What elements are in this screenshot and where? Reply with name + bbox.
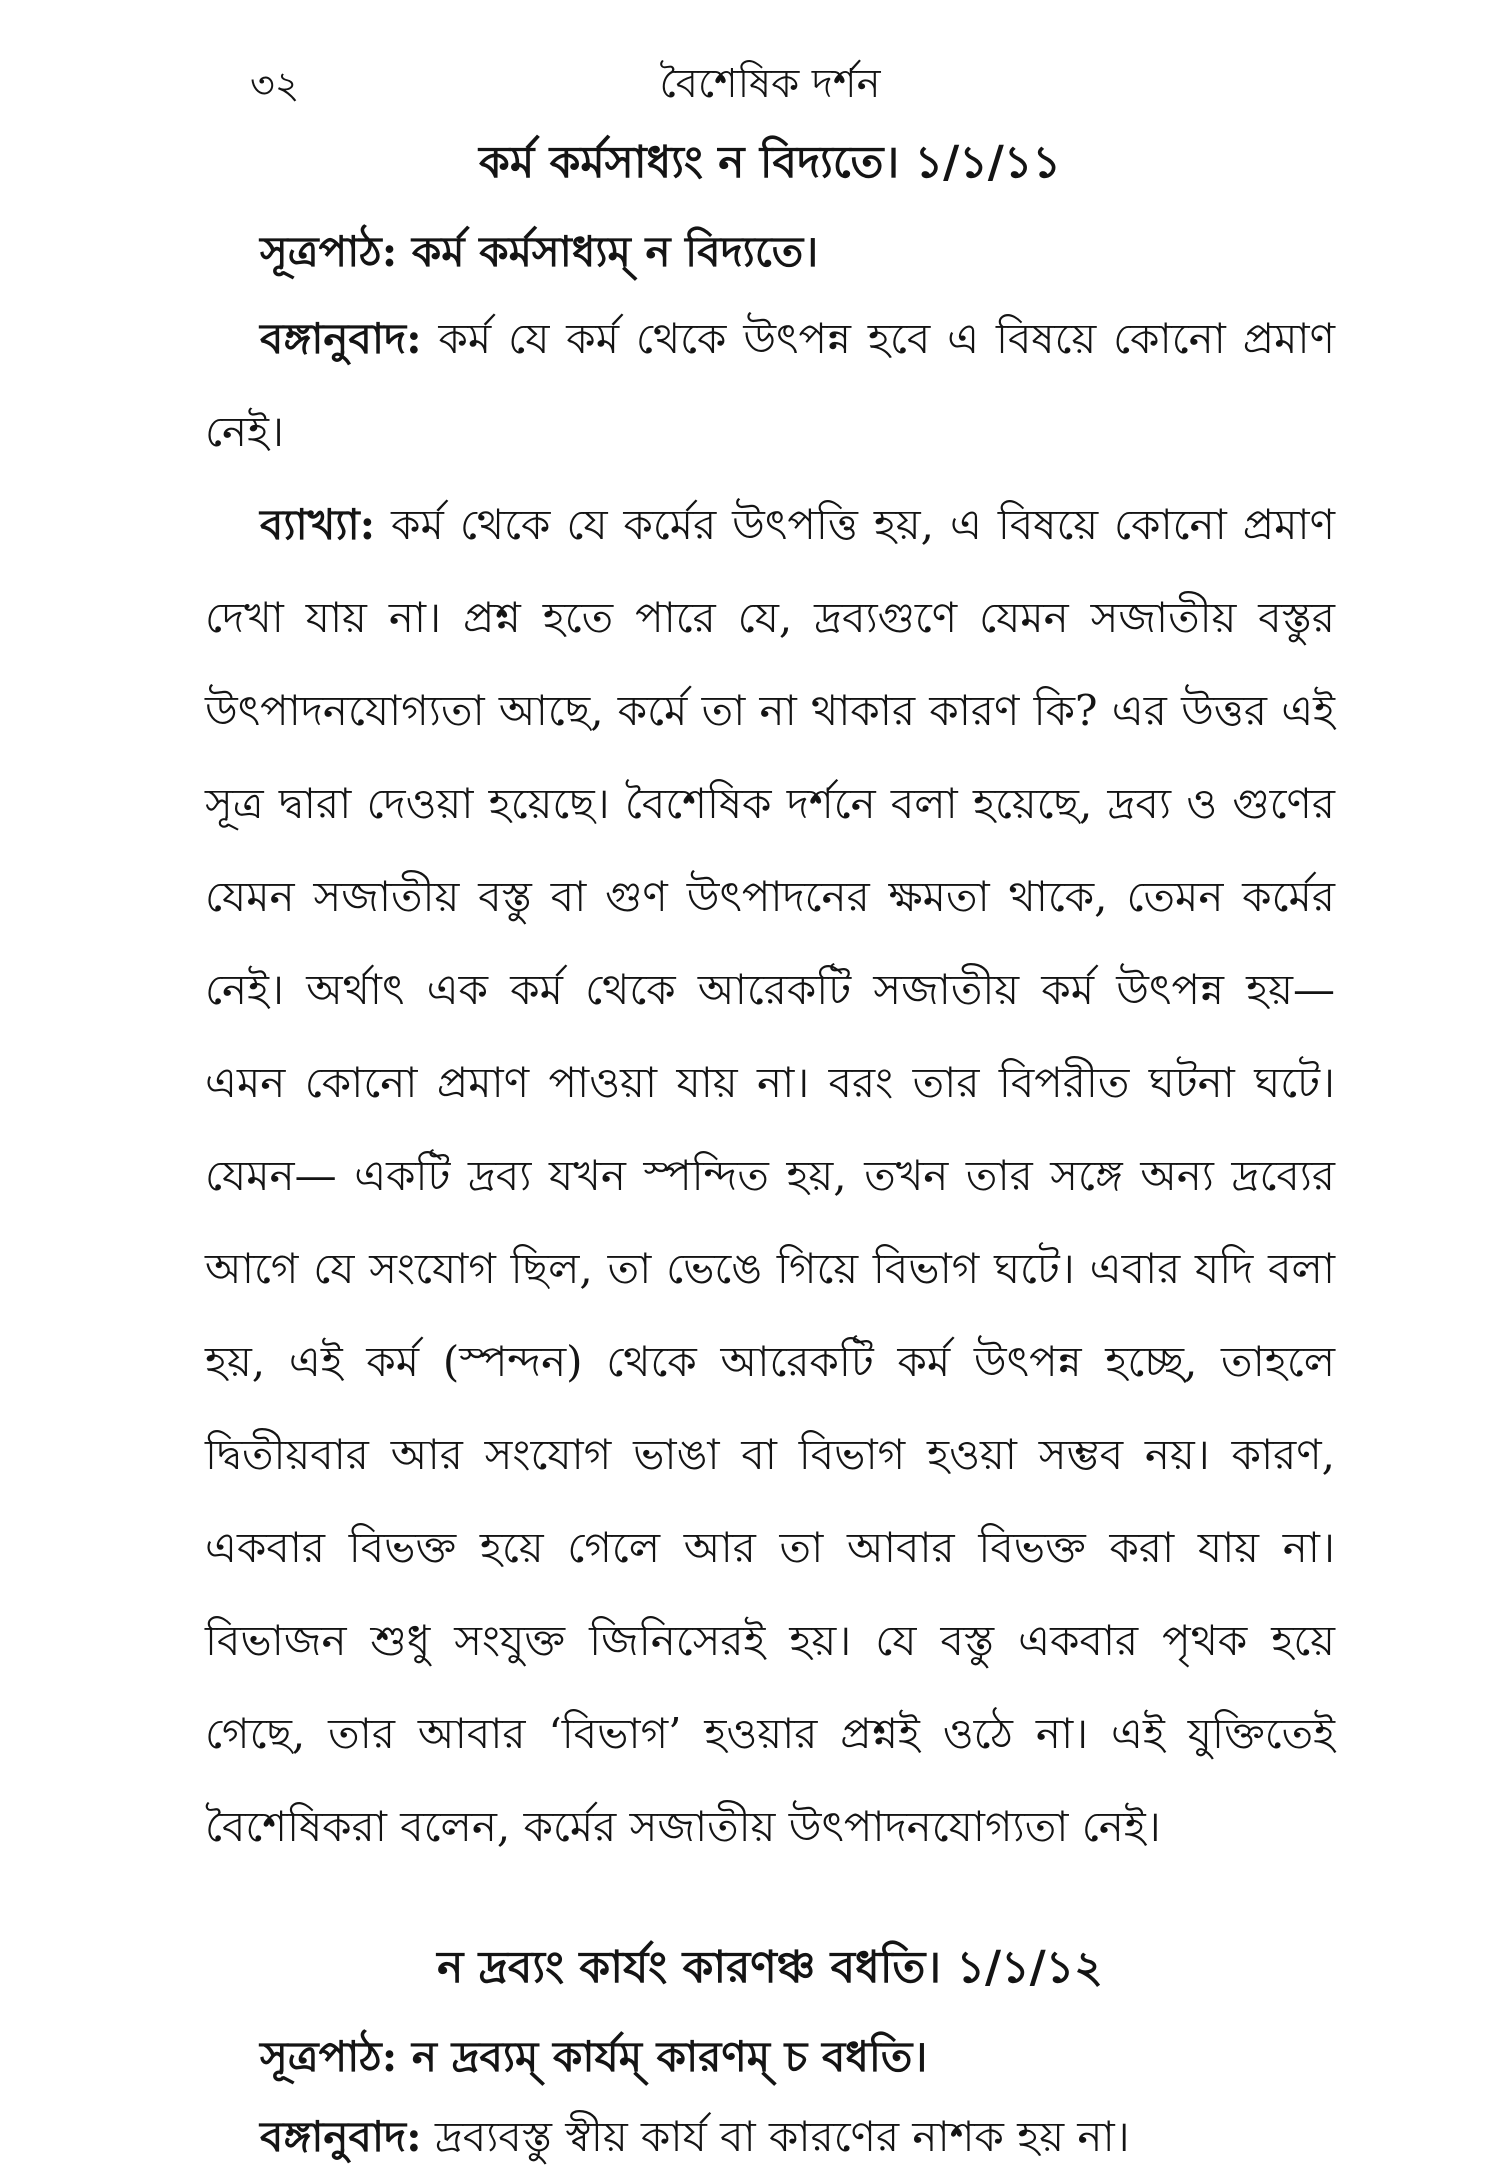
explanation-text: কর্ম থেকে যে কর্মের উৎপত্তি হয়, এ বিষয়ে কোনো প্রমাণ দেখা যায় না। প্রশ্ন হতে পারে যে, দ্রব্যগুণে যেমন সজাতীয় বস্তুর উৎপাদনযোগ্যতা আছে, কর্মে তা না থাকার কারণ কি? এর উত্তর এই সূত্র দ্বারা দেওয়া হয়েছে। বৈশেষিক দর্শনে বলা হয়েছে, দ্রব্য ও গুণের যেমন সজাতীয় বস্তু বা গুণ উৎপাদনের ক্ষমতা থাকে, তেমন কর্মের নেই। অর্থাৎ এক কর্ম থেকে আরেকটি সজাতীয় কর্ম উৎপন্ন হয়— এমন কোনো প্রমাণ পাওয়া যায় না। বরং তার বিপরীত ঘটনা ঘটে। যেমন— একটি দ্রব্য যখন স্পন্দিত হয়, তখন তার সঙ্গে অন্য দ্রব্যের আগে যে সংযোগ ছিল, তা ভেঙে গিয়ে বিভাগ ঘটে। এবার যদি বলা হয়, এই কর্ম (স্পন্দন) থেকে আরেকটি কর্ম উৎপন্ন হচ্ছে, তাহলে দ্বিতীয়বার আর সংযোগ ভাঙা বা বিভাগ হওয়া সম্ভব নয়। কারণ, একবার বিভক্ত হয়ে গেলে আর তা আবার বিভক্ত করা যায় না। বিভাজন শুধু সংযুক্ত জিনিসেরই হয়। যে বস্তু একবার পৃথক হয়ে গেছে, তার আবার ‘বিভাগ’ হওয়ার প্রশ্নই ওঠে না। এই যুক্তিতেই বৈশেষিকরা বলেন, কর্মের সজাতীয় উৎপাদনযোগ্যতা নেই। xyxy=(205,500,1335,1851)
sutrapath-paragraph-1 xyxy=(205,212,1335,292)
explanation-label: ব্যাখ্যা: xyxy=(260,500,376,549)
translation-paragraph-1 xyxy=(205,292,1335,478)
sutra-heading-2: ন দ্রব্যং কার্যং কারণঞ্চ বধতি। ১/১/১২ xyxy=(437,1942,1103,1993)
translation-label: বঙ্গানুবাদ: xyxy=(260,314,422,363)
explanation-paragraph xyxy=(205,478,1335,1873)
translation-label: বঙ্গানুবাদ: xyxy=(260,2112,422,2161)
book-page xyxy=(205,40,1335,2177)
translation-paragraph-2 xyxy=(205,2097,1335,2177)
translation-text: কর্ম যে কর্ম থেকে উৎপন্ন হবে এ বিষয়ে কোনো প্রমাণ নেই। xyxy=(205,314,1335,456)
sutra-heading-1: কর্ম কর্মসাধ্যং ন বিদ্যতে। ১/১/১১ xyxy=(479,137,1061,188)
sutrapath-label: সূত্রপাঠ: xyxy=(260,227,398,276)
sutrapath-label: সূত্রপাঠ: xyxy=(260,2032,398,2081)
sutrapath-text: কর্ম কর্মসাধ্যম্ ন বিদ্যতে। xyxy=(411,227,819,276)
sutrapath-paragraph-2 xyxy=(205,2017,1335,2097)
book-title: বৈশেষিক দর্শন xyxy=(659,61,881,107)
sutrapath-text: ন দ্রব্যম্ কার্যম্ কারণম্ চ বধতি। xyxy=(411,2032,928,2081)
running-header xyxy=(205,40,1335,120)
page-number: ৩২ xyxy=(250,63,300,107)
translation-text: দ্রব্যবস্তু স্বীয় কার্য বা কারণের নাশক হয় না। xyxy=(434,2112,1130,2161)
